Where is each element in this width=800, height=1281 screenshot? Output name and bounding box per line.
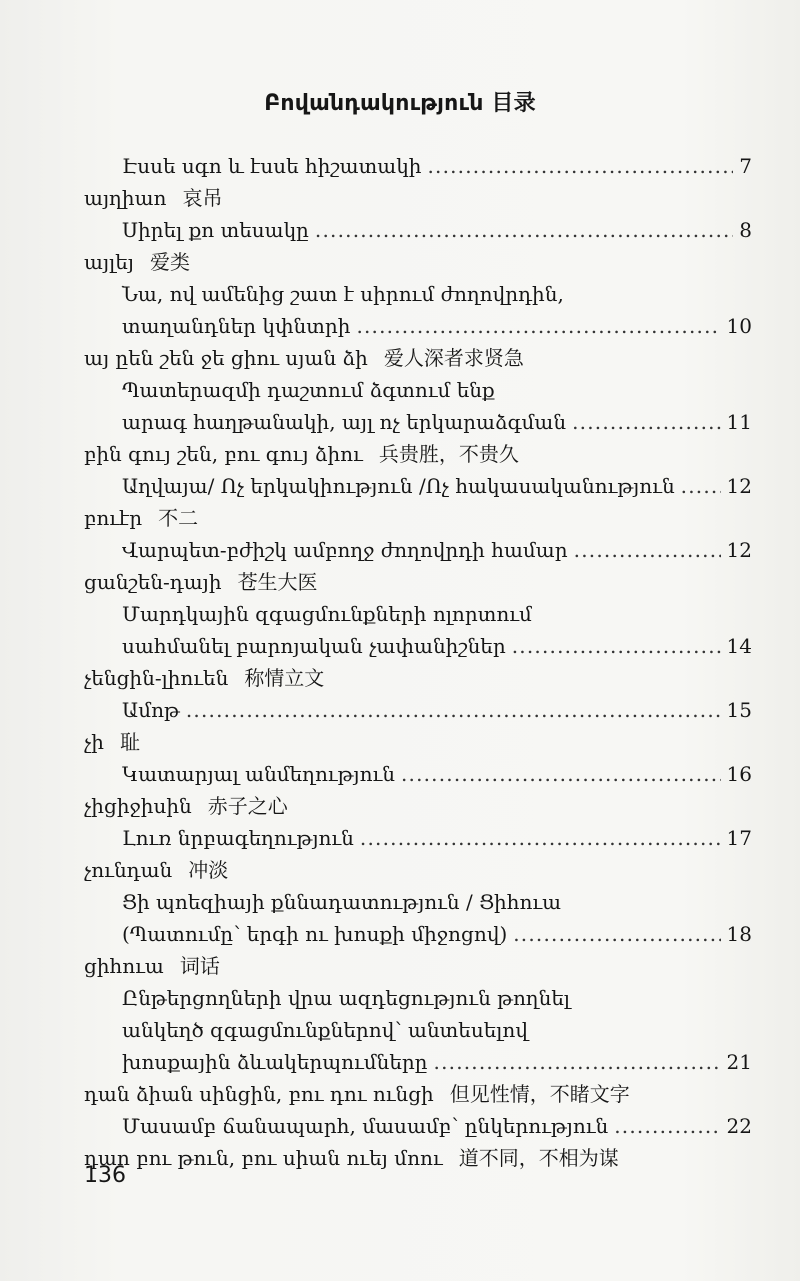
dot-leader: [512, 630, 721, 662]
category-transliteration: չունդան: [84, 858, 173, 882]
entry-title-text: անկեղծ զգացմունքներով՝ անտեսելով: [122, 1018, 528, 1042]
entry-title-text: Ամոթ: [122, 698, 180, 722]
toc-entry-continuation: [84, 982, 752, 1014]
toc-entry-continuation: [84, 598, 752, 630]
table-of-contents: [84, 150, 752, 1174]
category-chinese: 兵贵胜，不贵久: [378, 442, 519, 466]
page-number: 136: [84, 1163, 126, 1188]
toc-category-line: [84, 502, 752, 534]
entry-page-number: 21: [726, 1050, 752, 1074]
toc-entry-continuation: [84, 1014, 752, 1046]
dot-leader: [572, 406, 720, 438]
dot-leader: [434, 1046, 721, 1078]
category-transliteration: այլեյ: [84, 250, 134, 274]
entry-title-text: Մարդկային զգացմունքների ոլորտում: [122, 602, 532, 626]
entry-title-text: Աղվայա/ Ոչ երկակիություն /Ոչ հակասականություն: [122, 474, 675, 498]
entry-title-text: Կատարյալ անմեղություն: [122, 762, 395, 786]
entry-page-number: 11: [726, 410, 752, 434]
toc-entry-continuation: [84, 278, 752, 310]
dot-leader: [315, 214, 733, 246]
toc-category-line: [84, 854, 752, 886]
toc-entry: [84, 1110, 752, 1142]
category-transliteration: դաո բու թուն, բու սիան ուեյ մոու: [84, 1146, 443, 1170]
entry-title-text: Սիրել քո տեսակը: [122, 218, 309, 242]
page-title: Բովանդակություն 目录: [264, 91, 536, 116]
toc-entry: [84, 150, 752, 182]
category-transliteration: ցիհուա: [84, 954, 164, 978]
category-chinese: 不二: [158, 506, 199, 530]
toc-entry: [84, 534, 752, 566]
category-chinese: 称情立文: [244, 666, 325, 690]
entry-page-number: 15: [726, 698, 752, 722]
entry-page-number: 18: [726, 922, 752, 946]
toc-entry-continuation: [84, 886, 752, 918]
toc-entry: [84, 630, 752, 662]
category-chinese: 苍生大医: [237, 570, 318, 594]
toc-entry-continuation: [84, 374, 752, 406]
toc-entry: [84, 470, 752, 502]
entry-page-number: 14: [726, 634, 752, 658]
toc-category-line: [84, 726, 752, 758]
entry-title-text: Նա, ով ամենից շատ է սիրում ժողովրդին,: [122, 282, 564, 306]
category-transliteration: չիցիջիսին: [84, 794, 192, 818]
category-transliteration: չենցին-լիուեն: [84, 666, 229, 690]
toc-category-line: [84, 950, 752, 982]
dot-leader: [513, 918, 720, 950]
category-transliteration: չի: [84, 730, 104, 754]
entry-page-number: 12: [726, 474, 752, 498]
toc-category-line: [84, 182, 752, 214]
entry-title-text: Ցի պոեզիայի քննադատություն / Ցիհուա: [122, 890, 562, 914]
toc-category-line: [84, 790, 752, 822]
entry-page-number: 22: [726, 1114, 752, 1138]
entry-page-number: 17: [726, 826, 752, 850]
toc-category-line: [84, 662, 752, 694]
dot-leader: [356, 310, 720, 342]
dot-leader: [574, 534, 721, 566]
toc-category-line: [84, 1142, 752, 1174]
category-chinese: 爱类: [150, 250, 190, 274]
category-chinese: 道不同，不相为谋: [458, 1146, 619, 1170]
toc-category-line: [84, 1078, 752, 1110]
toc-category-line: [84, 342, 752, 374]
toc-category-line: [84, 438, 752, 470]
category-chinese: 哀吊: [182, 186, 223, 210]
category-chinese: 爱人深者求贤急: [383, 346, 524, 370]
category-transliteration: բին գույ շեն, բու գույ ձիու: [84, 442, 363, 466]
entry-title-text: սահմանել բարոյական չափանիշներ: [122, 634, 506, 658]
toc-entry: [84, 214, 752, 246]
category-chinese: 耻: [120, 730, 140, 754]
entry-page-number: 12: [726, 538, 752, 562]
category-chinese: 赤子之心: [207, 794, 288, 818]
category-chinese: 冲淡: [188, 858, 229, 882]
entry-title-text: Լուռ նրբագեղություն: [122, 826, 354, 850]
toc-entry: [84, 758, 752, 790]
entry-title-text: արագ հաղթանակի, այլ ոչ երկարաձգման: [122, 410, 567, 434]
toc-entry: [84, 1046, 752, 1078]
category-chinese: 词话: [179, 954, 220, 978]
entry-page-number: 16: [726, 762, 752, 786]
toc-entry: [84, 694, 752, 726]
entry-title-text: Վարպետ-բժիշկ ամբողջ ժողովրդի համար: [122, 538, 568, 562]
entry-title-text: Պատերազմի դաշտում ձգտում ենք: [122, 378, 495, 402]
dot-leader: [681, 470, 721, 502]
entry-title-text: Մասամբ ճանապարհ, մասամբ՝ ընկերություն: [122, 1114, 609, 1138]
entry-page-number: 7: [739, 154, 752, 178]
dot-leader: [427, 150, 733, 182]
toc-entry: [84, 310, 752, 342]
entry-title-text: (Պատումը՝ երգի ու խոսքի միջոցով): [122, 922, 508, 946]
entry-title-text: Ընթերցողների վրա ազդեցություն թողնել: [122, 986, 571, 1010]
category-transliteration: այ ըեն շեն ջե ցիու սյան ձի: [84, 346, 368, 370]
toc-category-line: [84, 566, 752, 598]
entry-title-text: տաղանդներ կփնտրի: [122, 314, 351, 338]
toc-category-line: [84, 246, 752, 278]
dot-leader: [186, 694, 721, 726]
dot-leader: [360, 822, 721, 854]
category-chinese: 但见性情，不睹文字: [449, 1082, 630, 1106]
entry-page-number: 10: [726, 314, 752, 338]
entry-title-text: Էսսե սգո և էսսե հիշատակի: [122, 154, 422, 178]
category-transliteration: դան ձիան սինցին, բու դու ունցի: [84, 1082, 434, 1106]
entry-title-text: խոսքային ձևակերպումները: [122, 1050, 428, 1074]
toc-entry: [84, 406, 752, 438]
toc-entry: [84, 918, 752, 950]
category-transliteration: բուէր: [84, 506, 143, 530]
dot-leader: [401, 758, 721, 790]
category-transliteration: այղիաո: [84, 186, 167, 210]
toc-entry: [84, 822, 752, 854]
dot-leader: [614, 1110, 720, 1142]
entry-page-number: 8: [739, 218, 752, 242]
category-transliteration: ցանշեն-դայի: [84, 570, 222, 594]
